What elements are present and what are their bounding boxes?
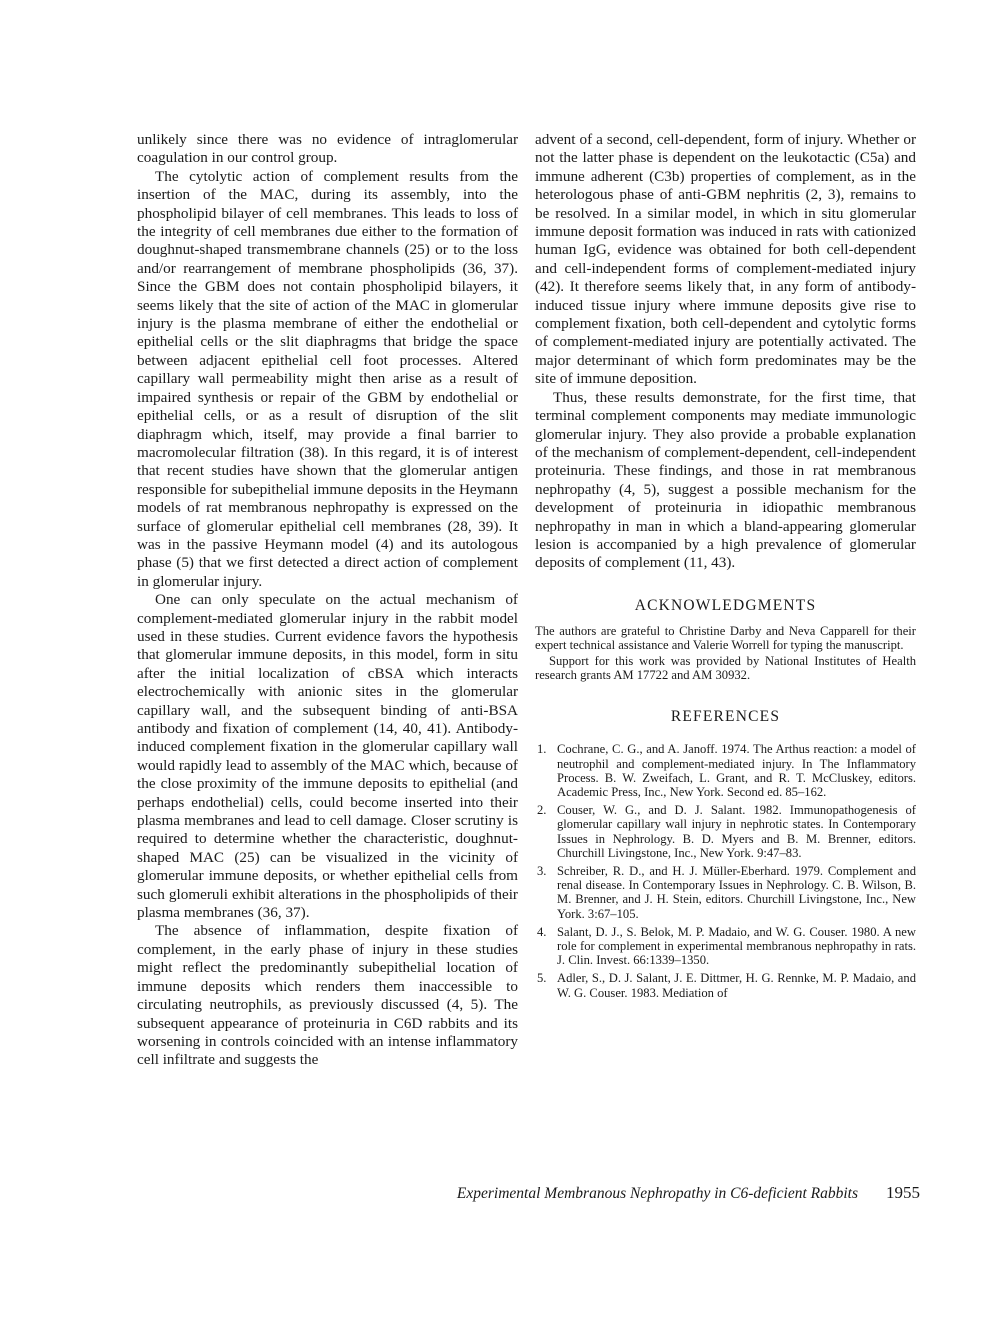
reference-text: Couser, W. G., and D. J. Salant. 1982. Immunopathogenesis of glomerular capillary wall injury in nephrotic states. In Contemporary Issues in Nephrology. B. D. Myers and B. M. Brenner, editors. Churchill Livingstone, Inc., New York. 9:47–83. [557,803,916,860]
acknowledgments-paragraph: The authors are grateful to Christine Darby and Neva Capparell for their expert technical assistance and Valerie Worrell for typing the manuscript. [535,623,916,653]
reference-number: 5. [537,971,547,986]
left-column [137,131,518,1070]
acknowledgments-heading: ACKNOWLEDGMENTS [634,596,817,614]
reference-number: 4. [537,924,547,939]
references-heading: REFERENCES [670,708,781,726]
page-footer [370,1183,920,1203]
running-title: Experimental Membranous Nephropathy in C6-deficient Rabbits [456,1185,858,1202]
reference-number: 1. [537,742,547,757]
reference-text: Schreiber, R. D., and H. J. Müller-Eberhard. 1979. Complement and renal disease. In Contemporary Issues in Nephrology. C. B. Wilson, B. M. Brenner, and J. H. Stein, editors. Churchill Livingstone, Inc., New York. 3:67–105. [557,864,916,921]
reference-number: 2. [537,803,547,818]
body-paragraph: The absence of inflammation, despite fixation of complement, in the early phase of injury in these studies might reflect the predominantly subepithelial location of immune deposits which renders them inaccessible to circulating neutrophils, as previously discussed (4, 5). The subsequent appearance of proteinuria in C6D rabbits and its worsening in controls coincided with an intense inflammatory cell infiltrate and suggests the [137,922,518,1069]
page-number: 1955 [886,1183,920,1202]
body-paragraph: advent of a second, cell-dependent, form of injury. Whether or not the latter phase is dependent on the leukotactic (C5a) and immune adherent (C3b) properties of complement, as in the heterologous phase of anti-GBM nephritis (2, 3), remains to be resolved. In a similar model, in which in situ glomerular immune deposit formation was induced in rats with cationized human IgG, evidence was obtained for both cell-dependent and cell-independent forms of complement-mediated injury (42). It therefore seems likely that, in any form of antibody-induced tissue injury where immune deposits give rise to complement fixation, both cell-dependent and cytolytic forms of complement-mediated injury are potentially activated. The major determinant of which form predominates may be the site of immune deposition. [535,131,916,388]
reference-item [535,971,916,999]
acknowledgments-paragraph: Support for this work was provided by National Institutes of Health research grants AM 17722 and AM 30932. [535,653,916,682]
body-paragraph: Thus, these results demonstrate, for the first time, that terminal complement components may mediate immunologic glomerular injury. They also provide a probable explanation of the mechanism of complement-dependent, cell-independent proteinuria. These findings, and those in rat membranous nephropathy (4, 5), suggest a possible mechanism for the development of proteinuria in idiopathic membranous nephropathy in man in which a bland-appearing glomerular lesion is accompanied by a high prevalence of glomerular deposits of complement (11, 43). [535,388,916,572]
reference-text: Salant, D. J., S. Belok, M. P. Madaio, and W. G. Couser. 1980. A new role for complement in experimental membranous nephropathy in rats. J. Clin. Invest. 66:1339–1350. [557,924,916,968]
reference-number: 3. [537,864,547,878]
reference-item [535,864,916,921]
reference-item [535,925,916,968]
reference-text: Cochrane, C. G., and A. Janoff. 1974. The Arthus reaction: a model of neutrophil and complement-mediated injury. In The Inflammatory Process. B. W. Zweifach, L. Grant, and R. T. McCluskey, editors. Academic Press, Inc., New York. Second ed. 85–162. [557,742,916,799]
body-paragraph: unlikely since there was no evidence of intraglomerular coagulation in our control group. [137,131,518,167]
body-paragraph: One can only speculate on the actual mechanism of complement-mediated glomerular injury in the rabbit model used in these studies. Current evidence favors the hypothesis that glomerular immune deposits, in this model, form in situ after the initial localization of cBSA which interacts electrochemically with anionic sites in the glomerular capillary wall, and the subsequent binding of anti-BSA antibody and fixation of complement (14, 40, 41). Antibody-induced complement fixation in the glomerular capillary wall would rapidly lead to assembly of the MAC which, because of the close proximity of the immune deposits to epithelial (and perhaps endothelial) cells, could become inserted into their plasma membranes and lead to cell damage. Closer scrutiny is required to determine whether the characteristic, doughnut-shaped MAC (25) can be visualized in the vicinity of glomerular immune deposits, or whether epithelial cells from such glomeruli exhibit alterations in the phospholipids of their plasma membranes (36, 37). [137,591,518,922]
reference-item [535,742,916,799]
reference-text: Adler, S., D. J. Salant, J. E. Dittmer, H. G. Rennke, M. P. Madaio, and W. G. Couser. 1983. Mediation of [557,971,916,1000]
body-paragraph: The cytolytic action of complement results from the insertion of the MAC, during its assembly, into the phospholipid bilayer of cell membranes. This leads to loss of the integrity of cell membranes due either to the formation of doughnut-shaped transmembrane channels (25) or to the loss and/or rearrangement of membrane phospholipids (36, 37). Since the GBM does not contain phospholipid bilayers, it seems likely that the site of action of the MAC in glomerular injury is the plasma membrane of either the endothelial or epithelial cells or the slit diaphragms that bridge the space between adjacent epithelial cell foot processes. Altered capillary wall permeability might then arise as a result of impaired synthesis or repair of the GBM by endothelial or epithelial cells, or as a result of disruption of the slit diaphragm which, itself, may provide a final barrier to macromolecular filtration (38). In this regard, it is of interest that recent studies have shown that the glomerular antigen responsible for subepithelial immune deposits in the Heymann models of rat membranous nephropathy is expressed on the surface of glomerular epithelial cell membranes (28, 39). It was in the passive Heymann model (4) and its autologous phase (5) that we first detected a direct action of complement in glomerular injury. [137,167,518,590]
reference-item [535,803,916,860]
references-list [535,742,916,999]
right-column [535,131,916,1004]
